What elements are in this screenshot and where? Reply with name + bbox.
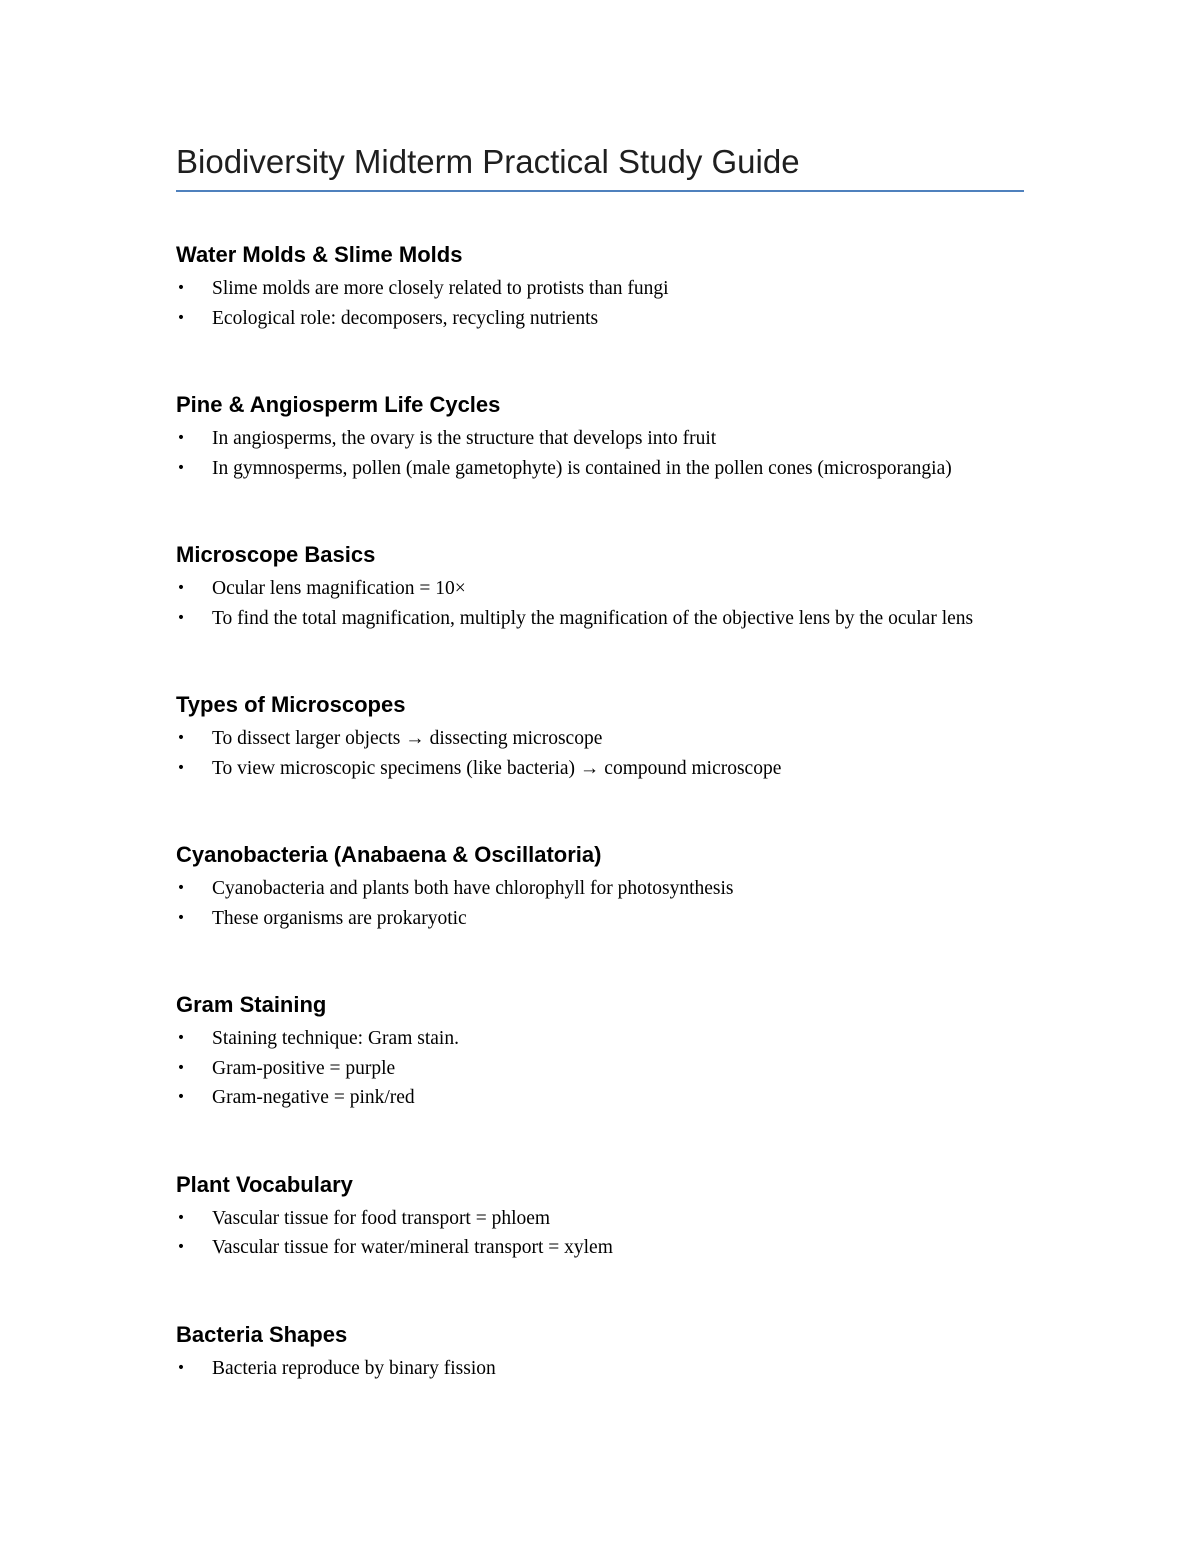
bullet-text: Bacteria reproduce by binary fission [212,1357,496,1379]
bullet-icon: • [176,909,186,926]
section-heading: Pine & Angiosperm Life Cycles [176,392,501,417]
bullet-icon: • [176,1359,186,1376]
bullet-icon: • [176,430,186,446]
bullet-text: Vascular tissue for water/mineral transport = xylem [212,1237,613,1258]
section [176,841,1024,933]
bullet-text: These organisms are prokaryotic [212,907,467,929]
bullet-item [176,1204,1024,1234]
bullet-icon: • [176,880,186,896]
bullet-icon: • [176,1239,186,1255]
bullet-item [176,1233,1024,1263]
bullet-text: Ocular lens magnification = 10× [212,578,466,599]
bullet-icon: • [176,459,186,476]
bullet-item [176,274,1024,304]
bullet-list [176,424,1024,483]
bullet-item [176,1083,1024,1113]
bullet-list [176,724,1024,783]
bullet-icon: • [176,280,186,296]
bullet-item [176,1354,1024,1384]
section [176,1171,1024,1263]
bullet-icon: • [176,1059,186,1076]
section-heading: Water Molds & Slime Molds [176,242,463,267]
bullet-text: Vascular tissue for food transport = phloem [212,1207,551,1229]
bullet-text: Staining technique: Gram stain. [212,1028,459,1049]
bullet-icon: • [176,609,186,626]
bullet-text: To view microscopic specimens (like bacteria) → compound microscope [212,757,782,779]
section [176,991,1024,1113]
section [176,241,1024,333]
document-title: Biodiversity Midterm Practical Study Guide [176,140,1024,192]
section-heading: Microscope Basics [176,542,376,567]
sections-container [176,241,1024,1383]
bullet-list [176,574,1024,633]
bullet-list [176,1204,1024,1263]
bullet-list [176,1354,1024,1384]
bullet-list [176,274,1024,333]
section-heading: Cyanobacteria (Anabaena & Oscillatoria) [176,842,602,867]
bullet-item [176,574,1024,604]
bullet-list [176,1024,1024,1113]
bullet-text: Gram-positive = purple [212,1057,396,1079]
section-heading: Bacteria Shapes [176,1321,348,1347]
bullet-item [176,1054,1024,1084]
section [176,541,1024,633]
bullet-item [176,1024,1024,1054]
bullet-text: Gram-negative = pink/red [212,1087,415,1108]
bullet-item [176,724,1024,754]
section-heading: Plant Vocabulary [176,1171,353,1197]
section-heading: Types of Microscopes [176,692,406,717]
bullet-icon: • [176,730,186,746]
bullet-icon: • [176,1089,186,1105]
bullet-item [176,454,1024,484]
bullet-icon: • [176,1030,186,1046]
bullet-icon: • [176,580,186,596]
bullet-icon: • [176,759,186,776]
document-content [176,140,1024,1383]
section [176,391,1024,483]
section [176,1321,1024,1384]
bullet-list [176,874,1024,933]
section-heading: Gram Staining [176,992,327,1017]
bullet-text: In angiosperms, the ovary is the structure that develops into fruit [212,428,717,449]
bullet-text: Slime molds are more closely related to protists than fungi [212,278,669,299]
bullet-item [176,904,1024,934]
section [176,691,1024,783]
bullet-icon: • [176,1209,186,1226]
bullet-item [176,304,1024,334]
bullet-text: In gymnosperms, pollen (male gametophyte) is contained in the pollen cones (microsporangia) [212,457,952,479]
bullet-text: To find the total magnification, multiply the magnification of the objective lens by the ocular lens [212,607,974,629]
bullet-icon: • [176,309,186,326]
bullet-item [176,874,1024,904]
bullet-text: Cyanobacteria and plants both have chlorophyll for photosynthesis [212,878,734,899]
bullet-text: Ecological role: decomposers, recycling nutrients [212,307,599,329]
bullet-text: To dissect larger objects → dissecting microscope [212,728,603,749]
bullet-item [176,754,1024,784]
bullet-item [176,604,1024,634]
bullet-item [176,424,1024,454]
